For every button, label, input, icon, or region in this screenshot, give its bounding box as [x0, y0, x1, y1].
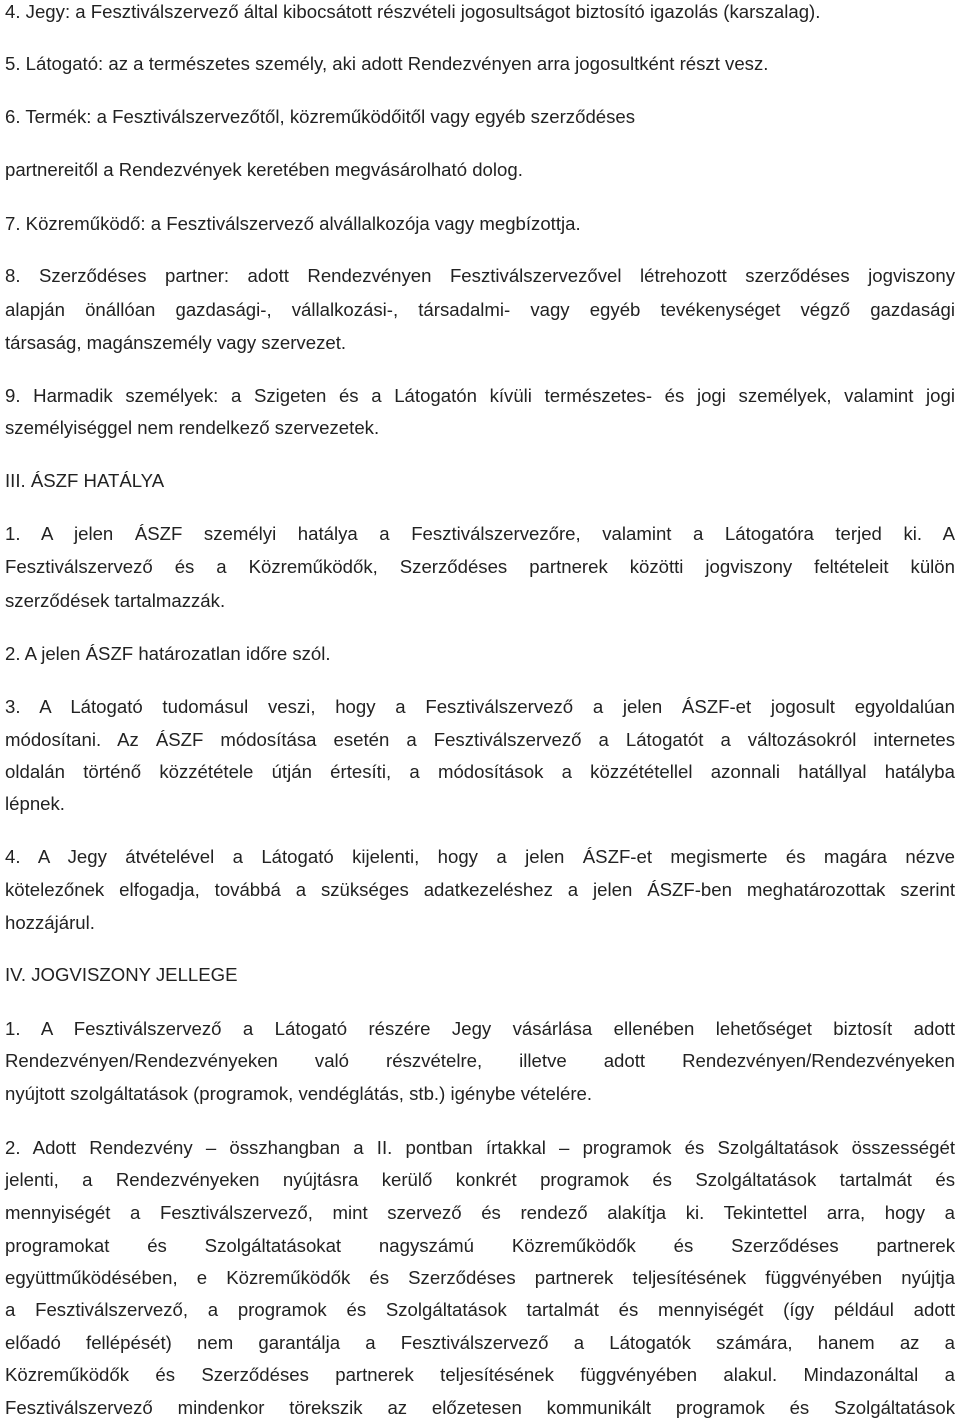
text-line: 3. A Látogató tudomásul veszi, hogy a Fesztiválszervező a jelen ÁSZF-et jogosult egyoldalúan — [5, 696, 955, 717]
text-line: kötelezőnek elfogadja, továbbá a szükséges adatkezeléshez a jelen ÁSZF-ben meghatározottak szerint — [5, 879, 955, 900]
text-line: 5. Látogató: az a természetes személy, aki adott Rendezvényen arra jogosultként részt vesz. — [5, 53, 769, 74]
text-line: 2. Adott Rendezvény – összhangban a II. pontban írtakkal – programok és Szolgáltatások összességét — [5, 1137, 955, 1158]
text-line: jelenti, a Rendezvényeken nyújtásra kerülő konkrét programok és Szolgáltatások tartalmát és — [5, 1169, 955, 1190]
text-line: 4. A Jegy átvételével a Látogató kijelenti, hogy a jelen ÁSZF-et megismerte és magára nézve — [5, 846, 955, 867]
text-line: 9. Harmadik személyek: a Szigeten és a Látogatón kívüli természetes- és jogi személyek, valamint jogi — [5, 385, 955, 406]
text-line: előadó fellépését) nem garantálja a Fesztiválszervező a Látogatók számára, hanem az a — [5, 1332, 955, 1353]
text-line: mennyiségét a Fesztiválszervező, mint szervező és rendező alakítja ki. Tekintettel arra, hogy a — [5, 1202, 955, 1223]
text-line: szerződések tartalmazzák. — [5, 590, 226, 611]
section-heading: IV. JOGVISZONY JELLEGE — [5, 964, 238, 985]
text-line: programokat és Szolgáltatásokat nagyszámú Közreműködők és Szerződéses partnerek — [5, 1235, 955, 1256]
text-line: 1. A Fesztiválszervező a Látogató részére Jegy vásárlása ellenében lehetőséget biztosít adott — [5, 1018, 955, 1039]
text-line: oldalán történő közzététele útján értesíti, a módosítások a közzététellel azonnali hatállyal hatályba — [5, 761, 955, 782]
text-line: Fesztiválszervező és a Közreműködők, Szerződéses partnerek közötti jogviszony feltételeit külön — [5, 556, 955, 577]
text-line: 4. Jegy: a Fesztiválszervező által kibocsátott részvételi jogosultságot biztosító igazolás (karszalag). — [5, 1, 821, 22]
text-line: 7. Közreműködő: a Fesztiválszervező alvállalkozója vagy megbízottja. — [5, 213, 581, 234]
text-line: Fesztiválszervező mindenkor törekszik az előzetesen kommunikált programok és Szolgáltatások — [5, 1397, 955, 1418]
text-line: személyiséggel nem rendelkező szervezetek. — [5, 417, 380, 438]
text-line: partnereitől a Rendezvények keretében megvásárolható dolog. — [5, 159, 523, 180]
text-line: lépnek. — [5, 793, 65, 814]
text-line: a Fesztiválszervező, a programok és Szolgáltatások tartalmát és mennyiségét (így például adott — [5, 1299, 955, 1320]
text-line: nyújtott szolgáltatások (programok, vendéglátás, stb.) igénybe vételére. — [5, 1083, 593, 1104]
text-line: Rendezvényen/Rendezvényeken való részvételre, illetve adott Rendezvényen/Rendezvényeken — [5, 1050, 955, 1071]
text-line: 8. Szerződéses partner: adott Rendezvényen Fesztiválszervezővel létrehozott szerződéses jogviszony — [5, 265, 955, 286]
text-line: módosítani. Az ÁSZF módosítása esetén a Fesztiválszervező a Látogatót a változásokról internetes — [5, 729, 955, 750]
text-line: együttműködésében, e Közreműködők és Szerződéses partnerek teljesítésének függvényében nyújtja — [5, 1267, 955, 1288]
section-heading: III. ÁSZF HATÁLYA — [5, 470, 165, 491]
text-line: 1. A jelen ÁSZF személyi hatálya a Fesztiválszervezőre, valamint a Látogatóra terjed ki. A — [5, 523, 955, 544]
text-line: hozzájárul. — [5, 912, 95, 933]
text-line: társaság, magánszemély vagy szervezet. — [5, 332, 347, 353]
text-line: alapján önállóan gazdasági-, vállalkozási-, társadalmi- vagy egyéb tevékenységet végző gazdasági — [5, 299, 955, 320]
text-line: 6. Termék: a Fesztiválszervezőtől, közreműködőitől vagy egyéb szerződéses — [5, 106, 636, 127]
text-line: 2. A jelen ÁSZF határozatlan időre szól. — [5, 643, 331, 664]
text-line: Közreműködők és Szerződéses partnerek teljesítésének függvényében alakul. Mindazonáltal a — [5, 1364, 955, 1385]
